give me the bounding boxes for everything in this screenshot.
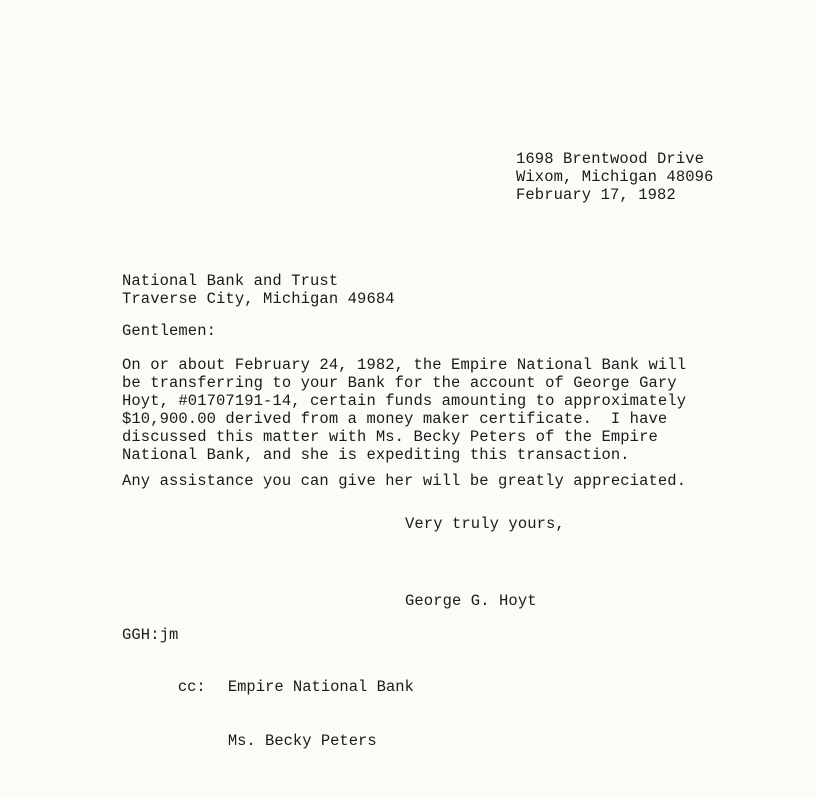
cc-recipient: Ms. Becky Peters [227,732,377,750]
body-line: Hoyt, #01707191-14, certain funds amounting to approximately [122,392,687,410]
body-line: On or about February 24, 1982, the Empire National Bank will [122,356,687,374]
letter-date: February 17, 1982 [516,186,676,204]
return-street: 1698 Brentwood Drive [516,150,705,168]
body-line: $10,900.00 derived from a money maker certificate. I have [122,410,668,428]
recipient-city: Traverse City, Michigan 49684 [122,290,395,308]
inside-address [122,272,395,308]
body-paragraph [122,356,686,464]
body-line: National Bank, and she is expediting this transaction. [122,446,630,464]
reference-initials: GGH:jm [122,626,179,644]
cc-recipient: Empire National Bank [227,678,414,696]
return-city: Wixom, Michigan 48096 [516,168,714,186]
cc-label: cc: [177,678,206,696]
recipient-name: National Bank and Trust [122,272,339,290]
body-line: be transferring to your Bank for the account of George Gary [122,374,677,392]
salutation: Gentlemen: [122,322,217,340]
signature-name: George G. Hoyt [405,592,537,610]
cc-block [122,660,414,768]
closing-paragraph: Any assistance you can give her will be greatly appreciated. [122,472,687,490]
return-address [516,150,713,204]
complimentary-close: Very truly yours, [405,515,565,533]
body-line: discussed this matter with Ms. Becky Peters of the Empire [122,428,658,446]
